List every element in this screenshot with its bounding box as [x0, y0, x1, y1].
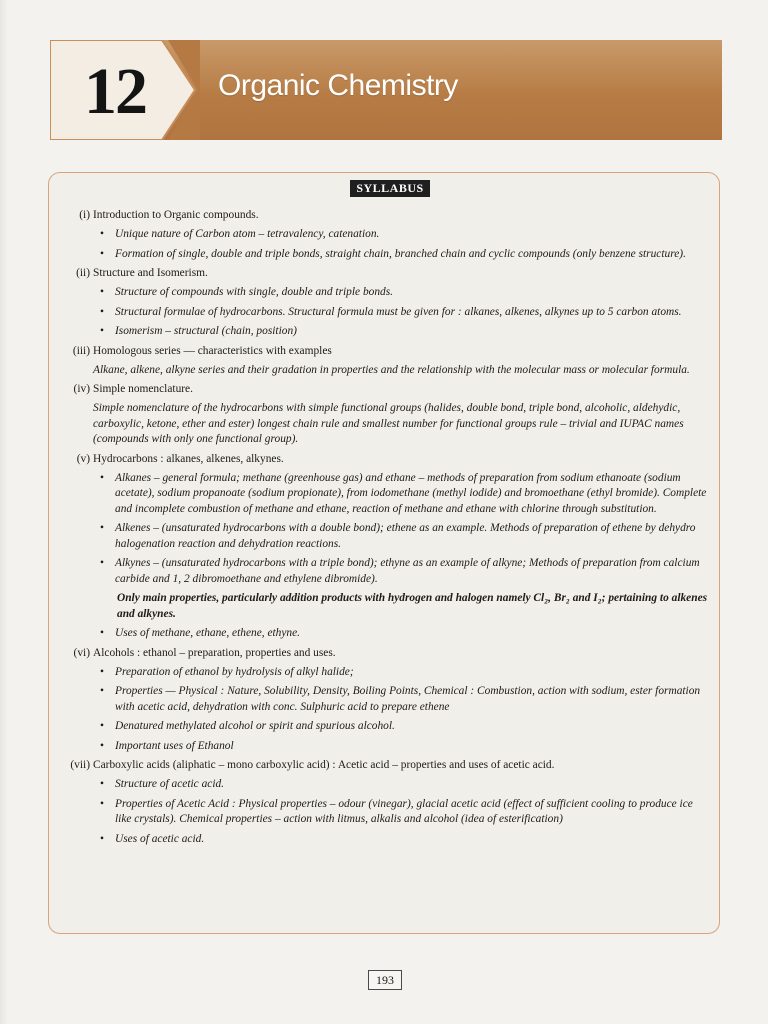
- syllabus-section: [60, 207, 710, 262]
- section-title: Hydrocarbons : alkanes, alkenes, alkynes.: [93, 452, 284, 465]
- section-number: (iv): [73, 383, 90, 395]
- syllabus-bullet-item: • Uses of acetic acid.: [60, 832, 710, 848]
- syllabus-section: [60, 451, 710, 642]
- syllabus-description: Simple nomenclature of the hydrocarbons with simple functional groups (halides, double bond, triple bond, alcoholic, aldehydic, carboxylic, ketone, ether and ester) longest chain rule and smallest number for functional groups rule – trivial and IUPAC names (compounds with only one functional group).: [93, 402, 684, 445]
- syllabus-description: Alkane, alkene, alkyne series and their gradation in properties and the relationship with the molecular mass or molecular formula.: [93, 363, 690, 376]
- section-number: (v): [76, 452, 90, 465]
- syllabus-section: [60, 343, 710, 379]
- syllabus-label: SYLLABUS: [350, 180, 430, 197]
- section-heading: [60, 381, 710, 397]
- syllabus-section: [60, 645, 710, 755]
- section-number: (vi): [73, 646, 90, 659]
- section-title: Simple nomenclature.: [93, 383, 193, 395]
- chapter-title: Organic Chemistry: [218, 69, 458, 102]
- syllabus-bullet-item: • Alkanes – general formula; methane (greenhouse gas) and ethane – methods of preparation from sodium ethanoate (sodium acetate), sodium propanoate (sodium propionate), from iodomethane (methyl iodide) and bromoethane (ethyl bromide). Complete and incomplete combustion of methane and ethane, reaction of methane and ethane with chlorine through substitution.: [60, 471, 710, 518]
- section-title: Introduction to Organic compounds.: [93, 209, 259, 221]
- section-heading: [60, 207, 710, 223]
- section-title: Structure and Isomerism.: [93, 267, 208, 279]
- syllabus-bullet-item: • Denatured methylated alcohol or spirit and spurious alcohol.: [60, 719, 710, 735]
- syllabus-emphasis-note: Only main properties, particularly addition products with hydrogen and halogen namely Cl₂, Br₂ and I₂; pertaining to alkenes and alkynes.: [117, 592, 708, 620]
- section-heading: [60, 265, 710, 281]
- syllabus-bullet-item: • Isomerism – structural (chain, position): [60, 324, 710, 340]
- section-title: Alcohols : ethanol – preparation, properties and uses.: [93, 646, 336, 659]
- section-number: (ii): [76, 267, 90, 279]
- chapter-number: 12: [84, 55, 146, 128]
- syllabus-bullet-item: • Formation of single, double and triple bonds, straight chain, branched chain and cyclic compounds (only benzene structure).: [60, 247, 710, 263]
- syllabus-section: [60, 265, 710, 340]
- section-heading: [60, 757, 710, 773]
- syllabus-bullet-item: • Structure of acetic acid.: [60, 777, 710, 793]
- page-edge-shadow: [0, 0, 8, 1024]
- section-heading: [60, 343, 710, 359]
- syllabus-bullet-item: • Uses of methane, ethane, ethene, ethyne.: [60, 626, 710, 642]
- syllabus-bullet-item: • Properties of Acetic Acid : Physical properties – odour (vinegar), glacial acetic acid (effect of sufficient cooling to produce ice like crystals). Chemical properties – action with litmus, alkalis and alcohol (idea of esterification): [60, 797, 710, 828]
- syllabus-bullet-item: • Alkenes – (unsaturated hydrocarbons with a double bond); ethene as an example. Methods of preparation of ethene by dehydro halogenation reaction and dehydration reactions.: [60, 521, 710, 552]
- syllabus-bullet-item: • Important uses of Ethanol: [60, 739, 710, 755]
- syllabus-bullet-item: • Structure of compounds with single, double and triple bonds.: [60, 285, 710, 301]
- chapter-number-badge: [50, 40, 200, 140]
- syllabus-content: [60, 205, 710, 847]
- section-heading: [60, 645, 710, 661]
- syllabus-bullet-item: • Structural formulae of hydrocarbons. Structural formula must be given for : alkanes, alkenes, alkynes up to 5 carbon atoms.: [60, 305, 710, 321]
- syllabus-bullet-item: • Alkynes – (unsaturated hydrocarbons with a triple bond); ethyne as an example of alkyne; Methods of preparation from calcium carbide and 1, 2 dibromoethane and ethylene dibromide).: [60, 556, 710, 587]
- section-number: (vii): [70, 759, 90, 771]
- syllabus-bullet-item: • Preparation of ethanol by hydrolysis of alkyl halide;: [60, 665, 710, 681]
- section-number: (i): [79, 209, 90, 221]
- syllabus-section: [60, 381, 710, 448]
- section-number: (iii): [72, 344, 90, 357]
- section-title: Homologous series — characteristics with examples: [93, 344, 332, 357]
- page-number: 193: [368, 970, 402, 990]
- section-title: Carboxylic acids (aliphatic – mono carboxylic acid) : Acetic acid – properties and uses of acetic acid.: [93, 759, 555, 771]
- syllabus-bullet-item: • Unique nature of Carbon atom – tetravalency, catenation.: [60, 227, 710, 243]
- syllabus-section: [60, 757, 710, 847]
- syllabus-bullet-item: • Properties — Physical : Nature, Solubility, Density, Boiling Points, Chemical : Combustion, action with sodium, ester formation with acetic acid, dehydration with conc. Sulphuric acid to prepare ethene: [60, 684, 710, 715]
- section-heading: [60, 451, 710, 467]
